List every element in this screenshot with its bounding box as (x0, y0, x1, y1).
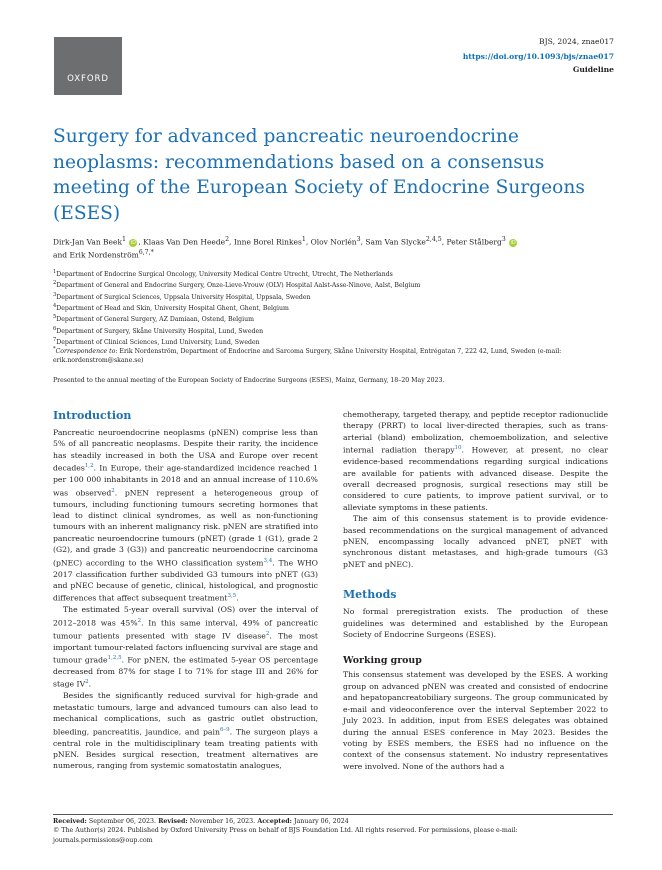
affiliation-number: 3 (53, 291, 57, 298)
correspondence-marker: * (53, 346, 56, 352)
author-name: Klaas Van Den Heede (143, 237, 226, 247)
citation-ref[interactable]: 2 (265, 630, 270, 637)
citation-ref[interactable]: 3,4 (263, 557, 273, 564)
article-type: Guideline (572, 65, 614, 74)
author-list: Dirk-Jan Van Beek$^1$ iD , Klaas Van Den Heede$^2$, Inne Borel Rinkes$^1$, Olov Norlén$^3$, Sam Van Slycke$^{2,4,5}$, Peter Stålberg$^3$ iD and Erik Nordenström$^{6,7,*}$ (53, 236, 516, 260)
orcid-icon[interactable]: iD (510, 239, 516, 246)
article-footer (53, 814, 613, 845)
author-name: Dirk-Jan Van Beek (53, 237, 122, 247)
affiliation-number: 6 (53, 325, 57, 332)
affiliation-item (53, 302, 613, 313)
affiliation-text: Department of General and Endocrine Surgery, Onze-Lieve-Vrouw (OLV) Hospital Aalst-Asse-Ninove, Aalst, Belgium (56, 282, 421, 290)
affiliation-text: Department of Clinical Sciences, Lund University, Lund, Sweden (56, 339, 260, 347)
correspondence-label: Correspondence to: (55, 348, 118, 356)
received-date: September 06, 2023. (86, 818, 156, 825)
affiliation-number: 5 (53, 314, 57, 321)
author-affiliation-ref: 2 (225, 236, 230, 243)
author-affiliation-ref: 2,4,5 (425, 236, 442, 243)
affiliation-item (53, 291, 613, 302)
affiliation-item (53, 268, 613, 279)
author-name: Peter Stålberg (446, 237, 502, 247)
affiliation-text: Department of General Surgery, AZ Damiaan, Ostend, Belgium (56, 316, 254, 324)
copyright-notice: © The Author(s) 2024. Published by Oxford University Press on behalf of BJS Foundation Ltd. All rights reserved. For permissions, please e-mail: journals.permissions@oup.com (53, 827, 518, 844)
affiliation-item (53, 279, 613, 290)
author-name: Olov Norlén (310, 237, 357, 247)
author-affiliation-ref: 1 (301, 236, 306, 243)
received-label: Received: (53, 818, 87, 825)
orcid-icon[interactable]: iD (130, 239, 136, 246)
revised-label: Revised: (156, 818, 188, 825)
author-affiliation-ref: 3 (356, 236, 361, 243)
methods-heading: Methods (343, 588, 397, 602)
author-affiliation-ref: 6,7,* (138, 249, 154, 257)
author-name: Sam Van Slycke (365, 237, 426, 247)
citation-ref[interactable]: 1,2,5 (107, 655, 122, 662)
citation-ref[interactable]: 2 (137, 617, 142, 624)
working-group-heading: Working group (343, 655, 422, 667)
working-group-paragraph-1: This consensus statement was developed by the ESES. A working group on advanced pNEN was created and consisted of endocrine and hepatopancreatobiliary surgeons. The group communicated by e-mail and videoconference over the interval September 2022 to July 2023. In addition, input from ESES delegates was obtained during the annual ESES conference in May 2023. Besides the voting by ESES members, the ESES had no influence on the context of the consensus statement. No industry representatives were involved. None of the authors had a (343, 670, 608, 771)
citation-ref[interactable]: 2 (111, 487, 115, 494)
affiliation-list (53, 268, 613, 348)
affiliation-text: Department of Head and Skin, University Hospital Ghent, Ghent, Belgium (56, 305, 289, 313)
doi-link[interactable]: https://doi.org/10.1093/bjs/znae017 (462, 52, 614, 61)
methods-paragraph-1: No formal preregistration exists. The production of these guidelines was determined and established by the European Society of Endocrine Surgeons (ESES). (343, 607, 608, 640)
correspondence-text[interactable]: Erik Nordenström, Department of Endocrine and Sarcoma Surgery, Skåne University Hospital, Entrégatan 7, 222 42, Lund, Sweden (e-mail: erik.nordenstrom@skane.se) (53, 348, 562, 365)
author-affiliation-ref: 1 (121, 236, 126, 243)
affiliation-item (53, 325, 613, 336)
affiliation-text: Department of Surgery, Skåne University Hospital, Lund, Sweden (56, 327, 264, 335)
history-line (53, 817, 613, 826)
introduction-paragraph-4: The aim of this consensus statement is to provide evidence-based recommendations on the surgical management of advanced pNEN, encompassing locally advanced pNET, pNET with synchronous distant metastases, and high-grade tumours (G3 pNET and pNEC). (343, 514, 608, 569)
left-column (53, 409, 318, 772)
affiliation-number: 7 (53, 337, 57, 344)
affiliation-number: 4 (53, 303, 57, 310)
introduction-paragraph-3-cont: chemotherapy, targeted therapy, and peptide receptor radionuclide therapy (PRRT) to local liver-directed therapies, such as trans-arterial (bland) embolization, chemoembolization, and selective internal radiation therapy$^{10}$. However, at present, no clear evidence-based recommendations regarding surgical indications are available for patients with advanced disease. Despite the overall decreased prognosis, surgical resections may still be considered to cure patients, to improve patient survival, or to alleviate symptoms in these patients. (343, 410, 608, 512)
journal-reference: BJS, 2024, znae017 (539, 37, 614, 46)
author-conjunction: and (53, 250, 70, 260)
affiliation-text: Department of Surgical Sciences, Uppsala University Hospital, Uppsala, Sweden (56, 293, 311, 301)
author-affiliation-ref: 3 (501, 236, 506, 243)
author-name: Erik Nordenström (69, 250, 139, 260)
citation-ref[interactable]: 6–9 (219, 726, 230, 733)
presented-note: Presented to the annual meeting of the European Society of Endocrine Surgeons (ESES), Mainz, Germany, 18–20 May 2023. (53, 377, 445, 384)
citation-ref[interactable]: 3,5 (227, 593, 237, 600)
logo-text: OXFORD (67, 74, 109, 84)
citation-ref[interactable]: 2 (85, 679, 89, 686)
accepted-date: January 06, 2024 (291, 818, 349, 825)
right-column (343, 409, 608, 772)
revised-date: November 16, 2023. (187, 818, 256, 825)
citation-ref[interactable]: 1,2 (84, 463, 94, 470)
correspondence-note (53, 345, 613, 366)
affiliation-number: 2 (53, 280, 57, 287)
affiliation-item (53, 313, 613, 324)
affiliation-number: 1 (53, 269, 57, 275)
introduction-heading: Introduction (53, 409, 132, 422)
accepted-label: Accepted: (255, 818, 292, 825)
introduction-paragraph-2: The estimated 5-year overall survival (OS) over the interval of 2012–2018 was 45%$^2$. In this same interval, 49% of pancreatic tumour patients presented with stage IV disease$^2$. The most important tumour-related factors influencing survival are stage and tumour grade$^{1,2,5}$. For pNEN, the estimated 5-year OS percentage decreased from 87% for stage I to 71% for stage III and 26% for stage $IV^2$. (53, 605, 318, 690)
citation-ref[interactable]: 10 (454, 445, 462, 452)
introduction-paragraph-3: Besides the significantly reduced survival for high-grade and metastatic tumours, large and advanced tumours can also lead to mechanical complications, such as gastric outlet obstruction, bleeding, pancreatitis, jaundice, and pain$^{6-9}$. The surgeon plays a central role in the multidisciplinary team treating patients with pNEN. Besides surgical resection, treatment alternatives are numerous, ranging from systemic somatostatin analogues, (53, 691, 318, 771)
oxford-logo (54, 37, 122, 95)
affiliation-text: Department of Endocrine Surgical Oncology, University Medical Centre Utrecht, Utrecht, The Netherlands (56, 271, 393, 279)
article-title: Surgery for advanced pancreatic neuroendocrine neoplasms: recommendations based on a consensus meeting of the European Society of Endocrine Surgeons (ESES) (53, 126, 585, 224)
introduction-paragraph-1: Pancreatic neuroendocrine neoplasms (pNEN) comprise less than 5% of all pancreatic neoplasms. Despite their rarity, the incidence has steadily increased in both the USA and Europe over recent decades$^{1,2}$. In Europe, their age-standardized incidence reached 1 per 100 000 inhabitants in 2018 and an annual increase of 110.6% was observed$^2$. pNEN represent a heterogeneous group of tumours, including functioning tumours secreting hormones that lead to distinct clinical syndromes, as well as non-functioning tumours with an inherent malignancy risk. pNEN are stratified into pancreatic neuroendocrine tumours (pNET) (grade 1 (G1), grade 2 (G2), and grade 3 (G3)) and pancreatic neuroendocrine carcinoma (pNEC) according to the WHO classification system$^{3,4}$. The WHO 2017 classification further subdivided G3 tumours into pNET (G3) and pNEC because of genetic, clinical, histological, and prognostic differences that affect subsequent treatment$^{3,5}$. (53, 428, 318, 603)
author-name: Inne Borel Rinkes (233, 237, 302, 247)
